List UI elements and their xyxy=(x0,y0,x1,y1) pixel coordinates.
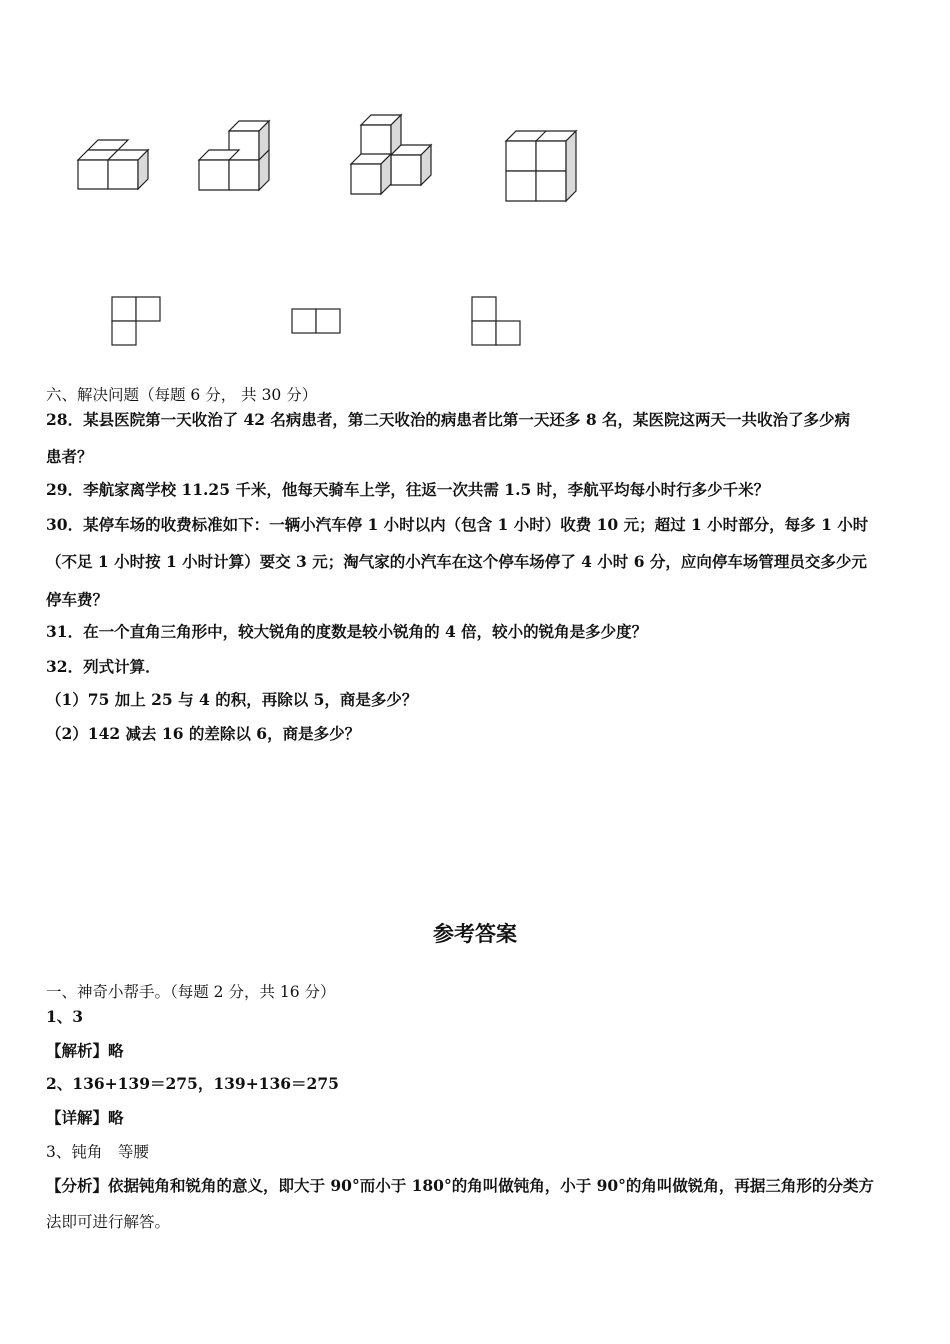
answer-1: 1、3 xyxy=(46,1007,84,1026)
question-32: 32．列式计算． xyxy=(46,657,161,676)
cube-figure-1 xyxy=(70,130,160,200)
question-29: 29．李航家离学校 11.25 千米，他每天骑车上学，往返一次共需 1.5 时，李航平均每小时行多少千米？ xyxy=(46,480,770,499)
view-shape-2 xyxy=(290,307,345,337)
view-shape-1 xyxy=(110,295,165,350)
answer-part1-heading: 一、神奇小帮手。（每题 2 分，共 16 分） xyxy=(46,983,336,1001)
cube-figure-4 xyxy=(500,125,585,210)
view-shape-3 xyxy=(470,295,525,350)
answer-1-note: 【解析】略 xyxy=(46,1041,124,1060)
question-28: 28．某县医院第一天收治了 42 名病患者，第二天收治的病患者比第一天还多 8 名，某医院这两天一共收治了多少病 xyxy=(46,410,851,429)
answer-title: 参考答案 xyxy=(433,922,517,946)
answer-2: 2、136+139＝275，139+136＝275 xyxy=(46,1074,339,1093)
answer-2-note: 【详解】略 xyxy=(46,1108,124,1127)
question-28-cont: 患者？ xyxy=(46,447,93,466)
answer-3-note-cont: 法即可进行解答。 xyxy=(46,1213,171,1231)
question-30: 30．某停车场的收费标准如下：一辆小汽车停 1 小时以内（包含 1 小时）收费 10 元；超过 1 小时部分，每多 1 小时 xyxy=(46,515,869,534)
question-31: 31．在一个直角三角形中，较大锐角的度数是较小锐角的 4 倍，较小的锐角是多少度？ xyxy=(46,622,648,641)
answer-3-note: 【分析】依据钝角和锐角的意义，即大于 90°而小于 180°的角叫做钝角，小于 90°的角叫做锐角，再据三角形的分类方 xyxy=(46,1176,874,1195)
cube-figure-2 xyxy=(190,115,280,200)
question-32-2: （2）142 减去 16 的差除以 6，商是多少？ xyxy=(46,724,361,743)
question-30-cont2: 停车费？ xyxy=(46,590,109,609)
question-30-cont: （不足 1 小时按 1 小时计算）要交 3 元；淘气家的小汽车在这个停车场停了 4 小时 6 分，应向停车场管理员交多少元 xyxy=(46,552,867,571)
answer-3: 3、钝角 等腰 xyxy=(46,1143,149,1161)
section-heading: 六、解决问题（每题 6 分， 共 30 分） xyxy=(46,386,318,404)
question-32-1: （1）75 加上 25 与 4 的积，再除以 5，商是多少？ xyxy=(46,690,418,709)
cube-figure-3 xyxy=(345,110,440,200)
